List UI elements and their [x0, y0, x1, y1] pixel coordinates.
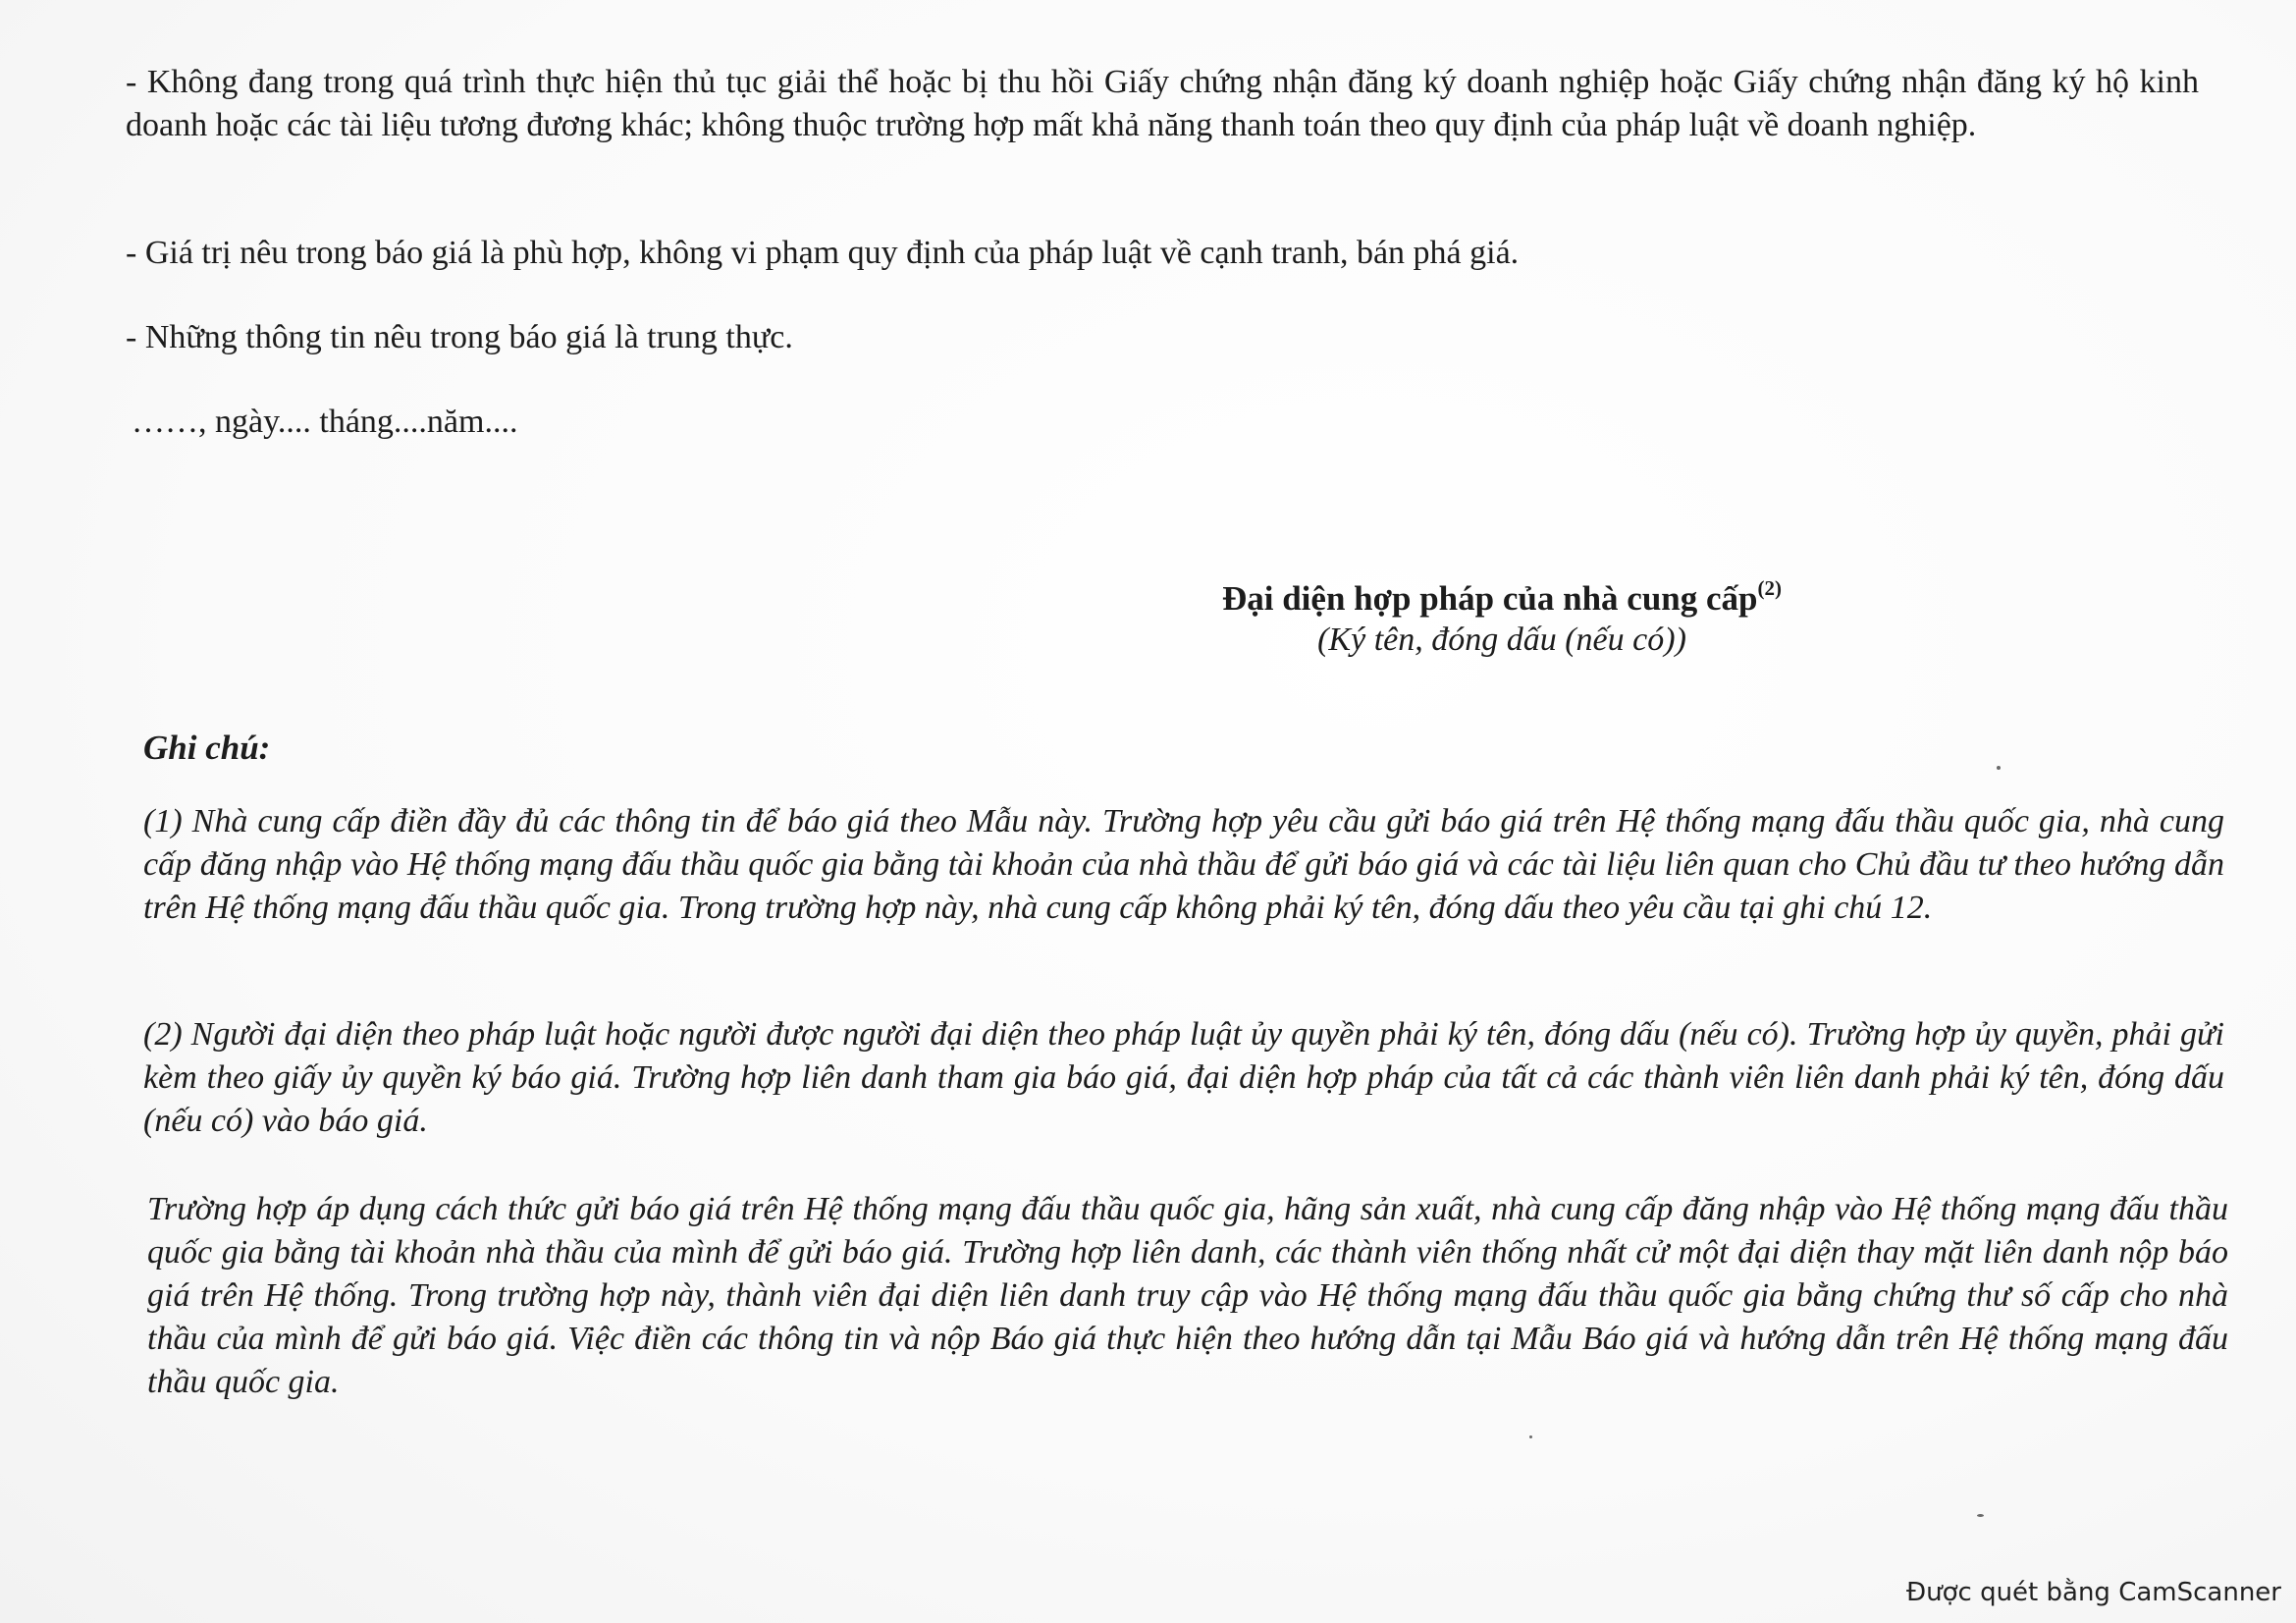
scan-speck [1997, 766, 2001, 770]
scan-speck [1977, 1514, 1984, 1517]
signature-title-footnote: (2) [1757, 576, 1783, 600]
note-1: (1) Nhà cung cấp điền đầy đủ các thông tin để báo giá theo Mẫu này. Trường hợp yêu cầu gửi báo giá trên Hệ thống mạng đấu thầu quốc gia, nhà cung cấp đăng nhập vào Hệ thống mạng đấu thầu quốc gia bằng tài khoản của nhà thầu để gửi báo giá và các tài liệu liên quan cho Chủ đầu tư theo hướng dẫn trên Hệ thống mạng đấu thầu quốc gia. Trong trường hợp này, nhà cung cấp không phải ký tên, đóng dấu theo yêu cầu tại ghi chú 12. [143, 803, 2224, 926]
scan-speck [1529, 1435, 1532, 1438]
date-line: ……, ngày.... tháng....năm.... [132, 404, 518, 440]
notes-heading: Ghi chú: [143, 729, 271, 767]
note-3: Trường hợp áp dụng cách thức gửi báo giá trên Hệ thống mạng đấu thầu quốc gia, hãng sản xuất, nhà cung cấp đăng nhập vào Hệ thống mạng đấu thầu quốc gia bằng tài khoản nhà thầu của mình để gửi báo giá. Trường hợp liên danh, các thành viên thống nhất cử một đại diện thay mặt liên danh nộp báo giá trên Hệ thống. Trong trường hợp này, thành viên đại diện liên danh truy cập vào Hệ thống mạng đấu thầu quốc gia bằng chứng thư số cấp cho nhà thầu của mình để gửi báo giá. Việc điền các thông tin và nộp Báo giá thực hiện theo hướng dẫn tại Mẫu Báo giá và hướng dẫn trên Hệ thống mạng đấu thầu quốc gia. [147, 1191, 2228, 1400]
signature-title [756, 577, 2248, 621]
commitment-paragraph-1: - Không đang trong quá trình thực hiện thủ tục giải thể hoặc bị thu hồi Giấy chứng nhận đăng ký doanh nghiệp hoặc Giấy chứng nhận đăng ký hộ kinh doanh hoặc các tài liệu tương đương khác; không thuộc trường hợp mất khả năng thanh toán theo quy định của pháp luật về doanh nghiệp. [126, 64, 2199, 143]
commitment-paragraph-2: - Giá trị nêu trong báo giá là phù hợp, không vi phạm quy định của pháp luật về cạnh tranh, bán phá giá. [126, 235, 1520, 271]
note-2: (2) Người đại diện theo pháp luật hoặc người được người đại diện theo pháp luật ủy quyền phải ký tên, đóng dấu (nếu có). Trường hợp ủy quyền, phải gửi kèm theo giấy ủy quyền ký báo giá. Trường hợp liên danh tham gia báo giá, đại diện hợp pháp của tất cả các thành viên liên danh phải ký tên, đóng dấu (nếu có) vào báo giá. [143, 1016, 2224, 1139]
signature-title-text: Đại diện hợp pháp của nhà cung cấp [1221, 579, 1758, 618]
commitment-paragraph-3: - Những thông tin nêu trong báo giá là trung thực. [126, 319, 793, 355]
signature-instruction: (Ký tên, đóng dấu (nếu có)) [1317, 622, 1686, 658]
camscanner-watermark: Được quét bằng CamScanner [1905, 1578, 2281, 1607]
